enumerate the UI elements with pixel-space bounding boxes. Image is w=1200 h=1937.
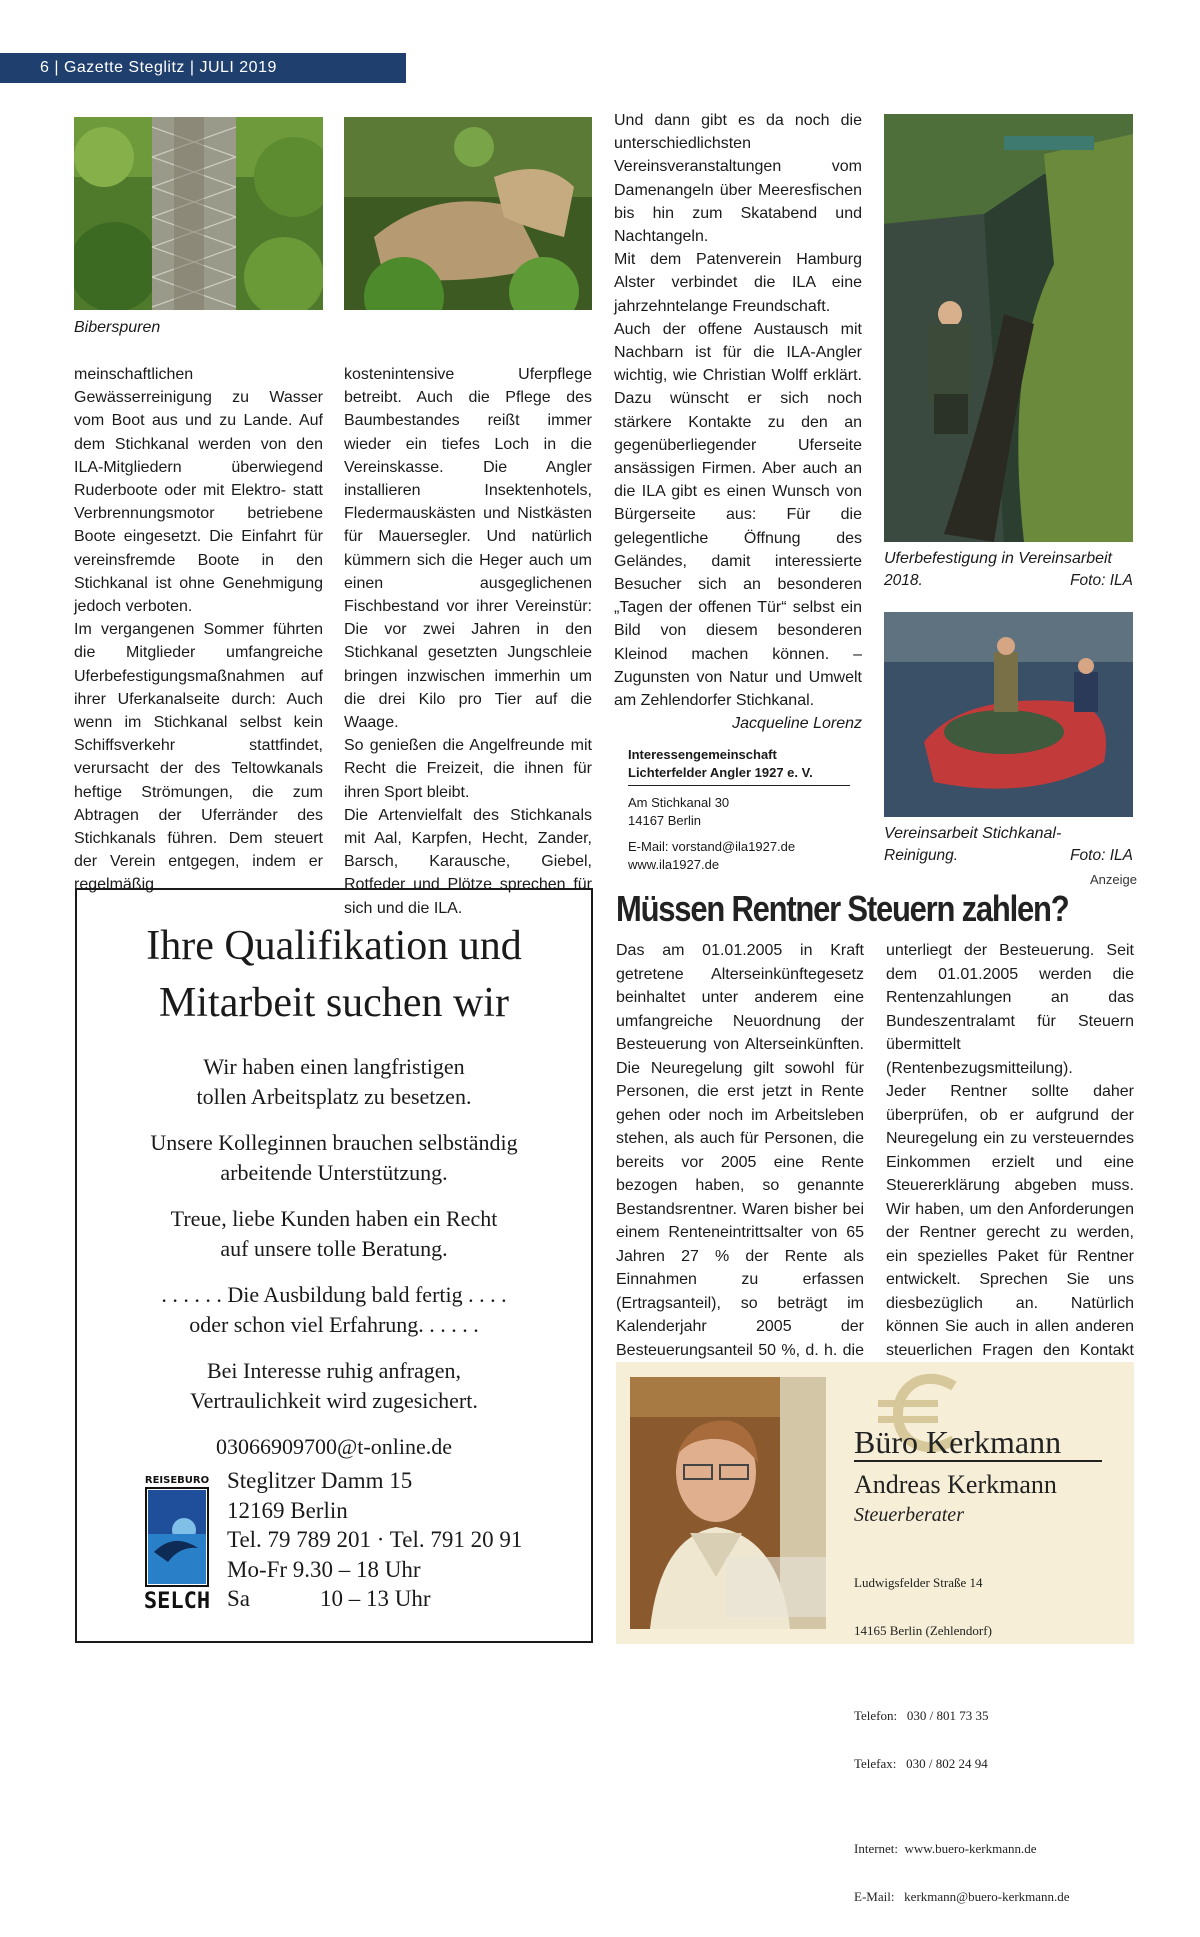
job-ad-address: Steglitzer Damm 15 12169 Berlin Tel. 79 789 201 · Tel. 791 20 91 Mo-Fr 9.30 – 18 Uhr Sa 10 – 13 Uhr bbox=[227, 1468, 523, 1611]
article-paragraph: Im vergangenen Sommer führten die Mitglieder umfangreiche Uferbefestigungsmaßnahmen auf ihrer Uferkanalseite durch: Auch wenn im Stichkanal selbst kein Schiffsverkehr stattfindet, verursacht der des Teltowkanals heftige Strömungen, die zum Abtragen der Uferränder des Stichkanals führen. Dem steuert der Verein entgegen, indem er regelmäßig bbox=[74, 621, 323, 894]
photo-caption-biberspuren: Biberspuren bbox=[74, 319, 161, 336]
article-paragraph: Auch der offene Austausch mit Nachbarn ist für die ILA-Angler wichtig, wie Christian Wolff erklärt. Dazu wünscht er sich noch stärkere Kontakte zu den an gegenüberliegender Uferseite ansässigen Firmen. Aber auch an die ILA gibt es einen Wunsch von Bürgerseite aus: Für die gelegentliche Öffnung des Geländes, damit interessierte Besucher sich an besonderen „Tagen der offenen Tür“ selbst ein Bild von diesem besonderen Kleinod machen können. – Zugunsten von Natur und Umwelt am Zehlendorfer Stichkanal. bbox=[614, 320, 862, 710]
job-ad-title: Ihre Qualifikation und Mitarbeit suchen wir bbox=[146, 923, 522, 1026]
job-ad-text: Wir haben einen langfristigen tollen Arbeitsplatz zu besetzen. Unsere Kolleginnen brauchen selbständig arbeitende Unterstützung. Treue, liebe Kunden haben ein Recht auf unsere tolle Beratung. . . . . . . Die Ausbildung bald fertig . . . . oder schon viel Erfahrung. . . . . . Bei Interesse ruhig anfragen, Vertraulichkeit wird zugesichert. 03066909700@t-online.de bbox=[77, 1052, 591, 1462]
article-paragraph: Und dann gibt es da noch die unterschiedlichsten Vereinsveranstaltungen vom Damenangeln über Meeresfischen bis hin zum Skatabend und Nachtangeln. bbox=[614, 112, 862, 246]
tax-ad-paragraph: Jeder Rentner sollte daher überprüfen, ob er aufgrund der Neuregelung ein zu versteuerndes Einkommen erzielt und eine Steuererklärung abgeben muss. Wir haben, um den Anforderungen der Rentner gerecht zu werden, ein spezielles Paket für Rentner entwickelt. Sprechen Sie uns diesbezüglich an. Natürlich können Sie auch in allen anderen steuerlichen Fragen den Kontakt bbox=[886, 1083, 1134, 1359]
photo-credit: Foto: ILA bbox=[1070, 572, 1133, 589]
beaver-tree-photo bbox=[74, 117, 323, 310]
ila-email[interactable]: E-Mail: vorstand@ila1927.de bbox=[628, 839, 796, 854]
job-ad-email[interactable]: 03066909700@t-online.de bbox=[216, 1434, 452, 1459]
ila-contact-box bbox=[628, 746, 850, 874]
ad-label: Anzeige bbox=[1090, 872, 1137, 887]
article-paragraph: meinschaftlichen Gewässerreinigung zu Wasser vom Boot aus und zu Lande. Auf dem Stichkanal werden von den ILA-Mitgliedern überwiegend Ruderboote oder mit Elektro- statt Verbrennungsmotor betriebene Boote eingesetzt. Die Einfahrt für vereinsfremde Boote in den Stichkanal ist ohne Genehmigung jedoch verboten. bbox=[74, 366, 323, 616]
photo-credit: Foto: ILA bbox=[1070, 847, 1133, 864]
svg-text:SELCH: SELCH bbox=[144, 1589, 210, 1614]
advisor-role: Steuerberater bbox=[854, 1504, 964, 1526]
shore-work-photo bbox=[884, 114, 1133, 542]
svg-text:REISEBURO: REISEBURO bbox=[144, 1475, 210, 1486]
canal-boat-photo bbox=[884, 612, 1133, 817]
tax-ad-headline: Müssen Rentner Steuern zahlen? bbox=[616, 888, 1069, 929]
tax-ad-paragraph: unterliegt der Besteuerung. Seit dem 01.01.2005 werden die Rentenzahlungen an das Bundeszentralamt für Steuern übermittelt (Rentenbezugsmitteilung). bbox=[886, 942, 1134, 1077]
ila-street: Am Stichkanal 30 bbox=[628, 795, 730, 810]
brand-underline bbox=[854, 1460, 1102, 1462]
reiseburo-selch-logo bbox=[144, 1472, 210, 1614]
kerkmann-contact: Ludwigsfelder Straße 14 14165 Berlin (Zehlendorf) Telefon: 030 / 801 73 35 Telefax: 030 / 802 24 94 Internet: www.buero-kerkmann.de E-Mail: kerkmann@buero-kerkmann.de bbox=[854, 1575, 1070, 1904]
article-column-1 bbox=[74, 363, 323, 897]
ila-website[interactable]: www.ila1927.de bbox=[628, 857, 720, 872]
kerkmann-website[interactable]: Internet: www.buero-kerkmann.de bbox=[854, 1841, 1037, 1856]
ila-org-name: Interessengemeinschaft Lichterfelder Angler 1927 e. V. bbox=[628, 746, 850, 786]
kerkmann-email[interactable]: E-Mail: kerkmann@buero-kerkmann.de bbox=[854, 1889, 1070, 1904]
tax-ad-column-1 bbox=[616, 939, 864, 1386]
kerkmann-ad bbox=[616, 1362, 1134, 1904]
ila-city: 14167 Berlin bbox=[628, 813, 701, 828]
photo-caption-ufer: Uferbefestigung in Vereinsarbeit 2018. Foto: ILA bbox=[884, 548, 1133, 592]
article-paragraph: Mit dem Patenverein Hamburg Alster verbindet die ILA eine jahrzehntelange Freundschaft. bbox=[614, 251, 862, 315]
article-paragraph: So genießen die Angelfreunde mit Recht die Freizeit, die ihnen für ihren Sport bleibt. bbox=[344, 737, 592, 801]
page-header: 6 | Gazette Steglitz | JULI 2019 bbox=[0, 53, 406, 83]
article-paragraph: kostenintensive Uferpflege betreibt. Auch die Pflege des Baumbestandes reißt immer wieder ein tiefes Loch in die Vereinskasse. Die Angler installieren Insektenhotels, Fledermauskästen und Nistkästen für Mauersegler. Und natürlich kümmern sich die Heger auch um einen ausgeglichenen Fischbestand vor ihrer Vereinstür: Die vor zwei Jahren in den Stichkanal gesetzten Jungschleie bringen inzwischen immerhin um die drei Kilo pro Tier auf die Waage. bbox=[344, 366, 592, 732]
tax-ad-column-2 bbox=[886, 939, 1134, 1386]
job-ad bbox=[75, 888, 593, 1643]
gnawed-stump-photo bbox=[344, 117, 592, 310]
article-author: Jacqueline Lorenz bbox=[732, 715, 862, 733]
brand-name: Büro Kerkmann bbox=[854, 1424, 1062, 1460]
tax-ad-paragraph: Das am 01.01.2005 in Kraft getretene Alterseinkünftegesetz beinhaltet unter anderem eine umfangreiche Neuordnung der Besteuerung von Alterseinkünften. Die Neuregelung gilt sowohl für Personen, die erst jetzt in Rente gehen oder noch im Arbeitsleben stehen, als auch für Personen, die bereits vor 2005 eine Rente bezogen haben, so genannte Bestandsrentner. Waren bisher bei einem Renteneintrittsalter von 65 Jahren 27 % der Rente als Einnahmen zu erfassen (Ertragsanteil), so beträgt im Kalenderjahr 2005 der Besteuerungsanteil 50 %, d. h. die bbox=[616, 942, 864, 1359]
photo-caption-verein: Vereinsarbeit Stichkanal- Reinigung. Foto: ILA bbox=[884, 823, 1133, 867]
portrait-photo bbox=[630, 1377, 826, 1629]
article-column-2 bbox=[344, 363, 592, 920]
advisor-name: Andreas Kerkmann bbox=[854, 1470, 1057, 1499]
article-paragraph: Die Artenvielfalt des Stichkanals mit Aal, Karpfen, Hecht, Zander, Barsch, Karausche, Giebel, Rotfeder und Plötze sprechen für sich und die ILA. bbox=[344, 806, 592, 917]
article-column-3 bbox=[614, 109, 862, 735]
